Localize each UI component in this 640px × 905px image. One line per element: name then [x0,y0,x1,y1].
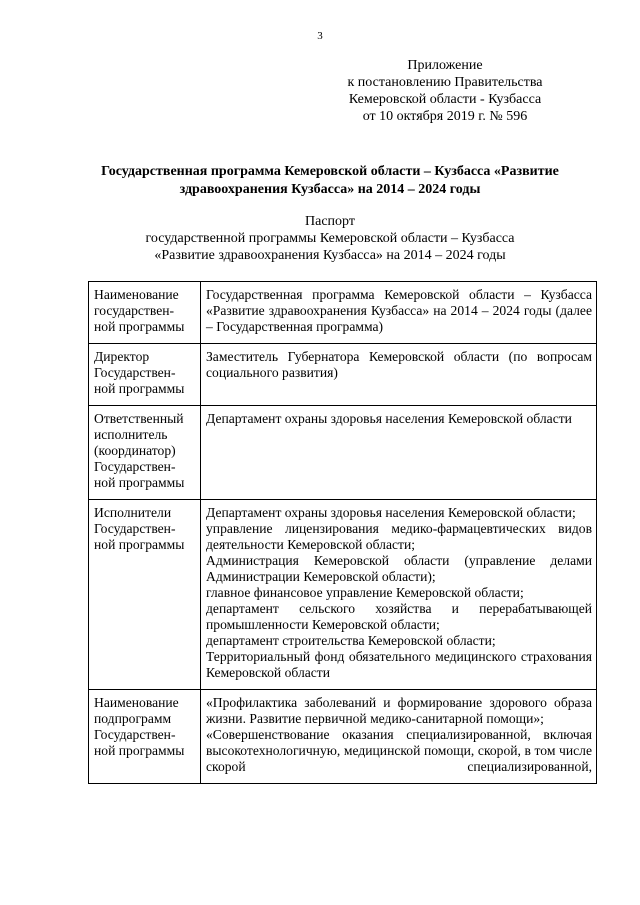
row-value-paragraph: департамент сельского хозяйства и перерабатывающей промышленности Кемеровской области; [206,601,592,632]
row-label-line: (координатор) [94,443,176,458]
row-value-paragraph: Департамент охраны здоровья населения Кемеровской области; [206,505,576,520]
row-value-paragraph: Территориальный фонд обязательного медицинского страхования Кемеровской области [206,649,592,680]
row-value-paragraph: Государственная программа Кемеровской области – Кузбасса «Развитие здравоохранения Кузбасса» на 2014 – 2024 годы (далее – Государственная программа) [206,287,592,334]
row-value-paragraph: «Профилактика заболеваний и формирование здорового образа жизни. Развитие первичной медико-санитарной помощи»; [206,695,592,726]
table-row [89,690,597,784]
document-title [80,163,580,199]
row-label-line: Директор [94,349,150,364]
passport-title: Паспорт [305,214,355,229]
row-label-cell [89,344,201,406]
page-number: 3 [317,30,323,42]
row-value-cell [201,690,597,784]
row-value-paragraph: Департамент охраны здоровья населения Кемеровской области [206,411,572,426]
row-label-line: государствен- [94,303,175,318]
row-label-cell [89,282,201,344]
appendix-line: Приложение [407,58,483,73]
row-value-paragraph: департамент строительства Кемеровской области; [206,633,496,648]
table-row [89,500,597,690]
row-label-line: Государствен- [94,459,176,474]
row-label-line: исполнитель [94,427,168,442]
row-value-paragraph: «Совершенствование оказания специализированной, включая высокотехнологичную, медицинской помощи, скорой, в том числе скорой специализированной, [206,727,592,774]
passport-subtitle-line: «Развитие здравоохранения Кузбасса» на 2014 – 2024 годы [154,248,506,263]
row-label-line: Государствен- [94,365,176,380]
passport-table [88,281,597,784]
appendix-block [320,57,570,125]
row-value-cell [201,282,597,344]
row-value-cell [201,406,597,500]
appendix-line: к постановлению Правительства [347,75,543,90]
row-label-cell [89,500,201,690]
row-label-line: ной программы [94,537,185,552]
appendix-line: Кемеровской области - Кузбасса [348,92,542,107]
row-value-paragraph: Администрация Кемеровской области (управление делами Администрации Кемеровской области); [206,553,592,584]
table-row [89,282,597,344]
document-title-line: здравоохранения Кузбасса» на 2014 – 2024 годы [179,182,481,197]
row-label-line: Ответственный [94,411,184,426]
row-label-line: ной программы [94,743,185,758]
row-label-line: Исполнители [94,505,172,520]
row-label-line: ной программы [94,319,185,334]
row-value-cell [201,344,597,406]
row-label-line: ной программы [94,475,185,490]
row-label-line: подпрограмм [94,711,172,726]
passport-subtitle-line: государственной программы Кемеровской области – Кузбасса [145,231,515,246]
table-row [89,406,597,500]
table-row [89,344,597,406]
row-label-line: Наименование [94,287,179,302]
document-title-line: Государственная программа Кемеровской области – Кузбасса «Развитие [101,164,559,179]
row-value-paragraph: главное финансовое управление Кемеровской области; [206,585,524,600]
row-label-cell [89,406,201,500]
row-label-line: Государствен- [94,727,176,742]
row-value-paragraph: управление лицензирования медико-фармацевтических видов деятельности Кемеровской области; [206,521,592,552]
row-label-line: Наименование [94,695,179,710]
row-label-cell [89,690,201,784]
passport-heading [110,213,550,264]
appendix-line: от 10 октября 2019 г. № 596 [362,109,528,124]
row-label-line: ной программы [94,381,185,396]
row-label-line: Государствен- [94,521,176,536]
row-value-cell [201,500,597,690]
row-value-paragraph: Заместитель Губернатора Кемеровской области (по вопросам социального развития) [206,349,592,380]
